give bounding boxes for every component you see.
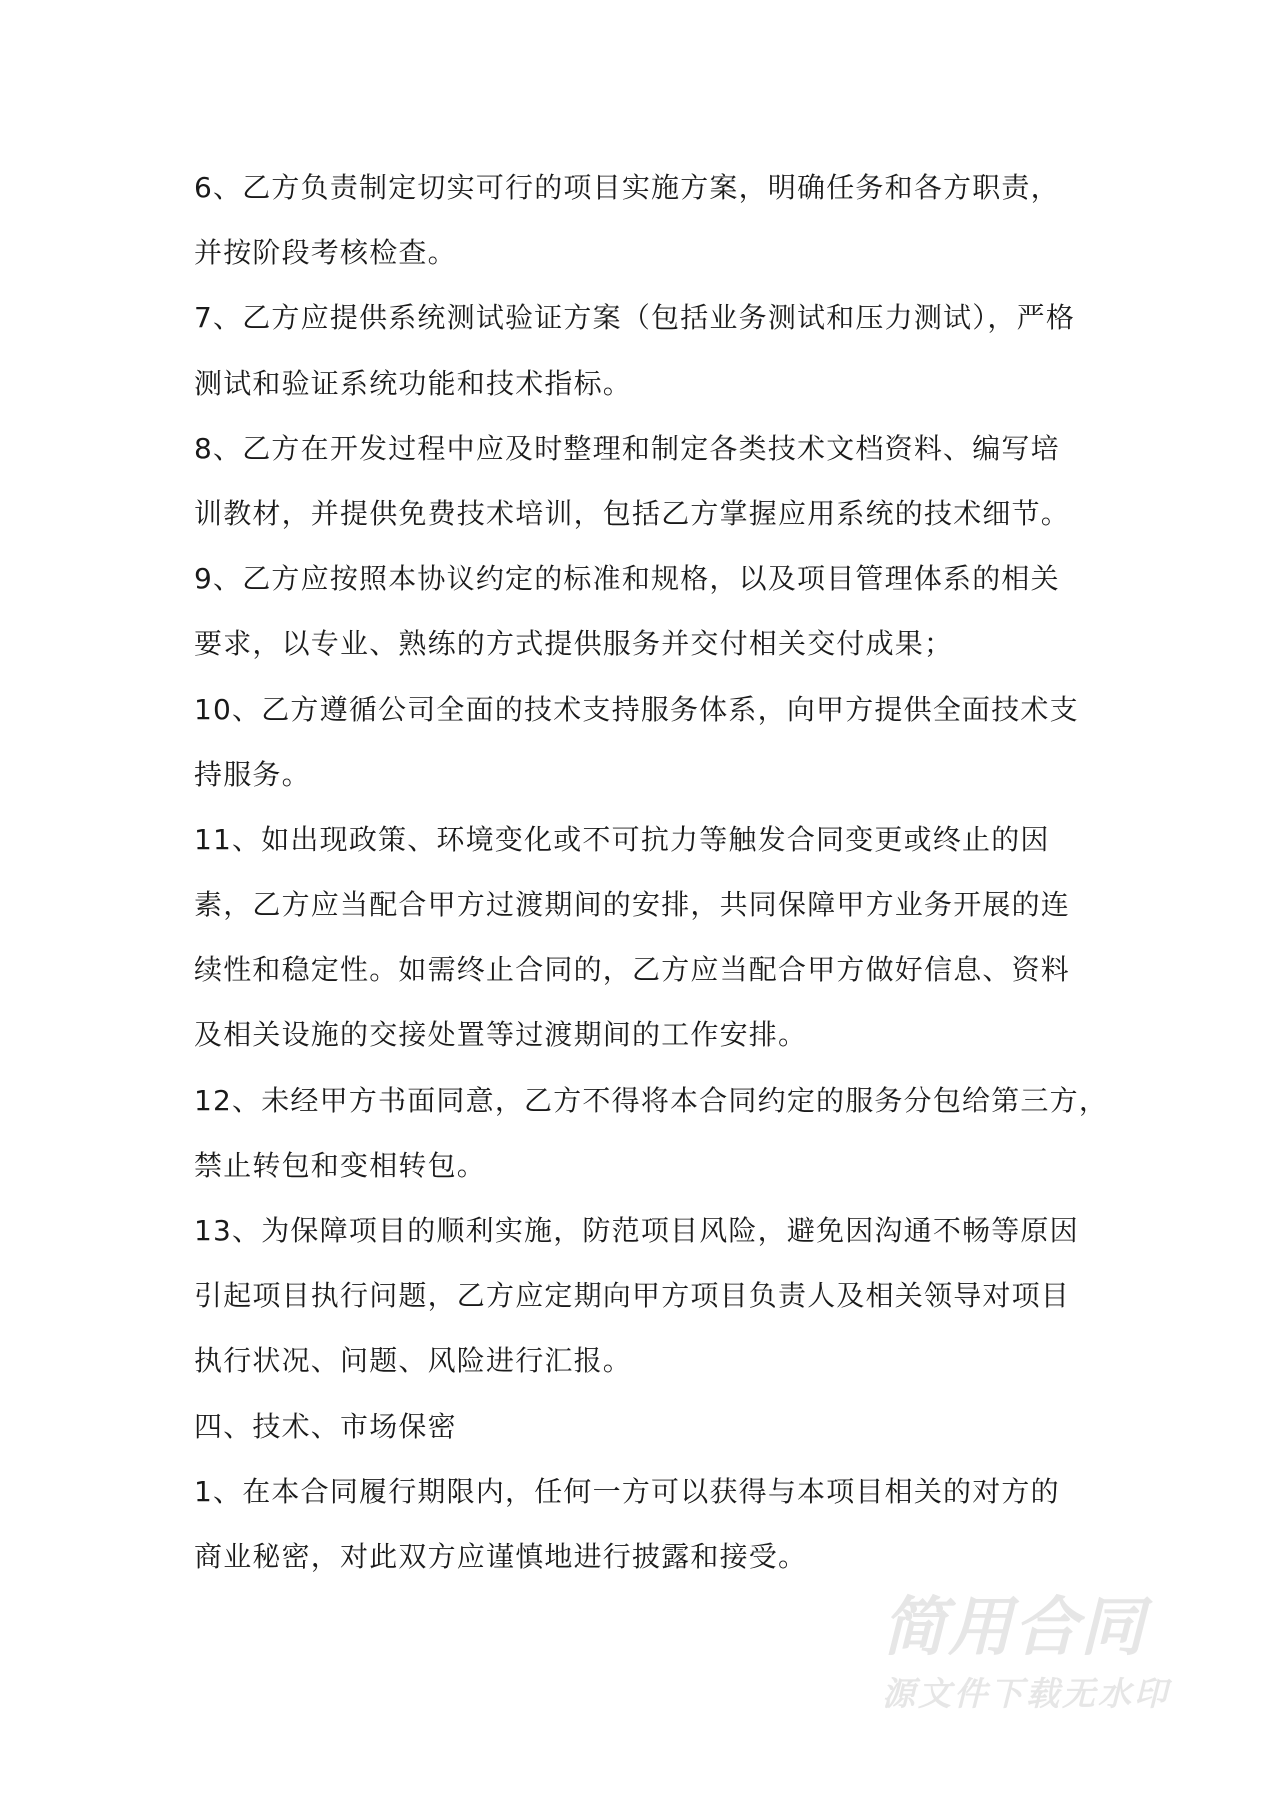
text-line: 8、乙方在开发过程中应及时整理和制定各类技术文档资料、编写培 [194, 431, 1060, 465]
text-line: 要求，以专业、熟练的方式提供服务并交付相关交付成果； [194, 627, 954, 661]
clause-11 [194, 807, 1094, 1068]
clause-10 [194, 677, 1094, 807]
watermark [882, 1590, 1212, 1722]
text-line: 11、如出现政策、环境变化或不可抗力等触发合同变更或终止的因 [194, 822, 1050, 856]
section-title: 四、技术、市场保密 [194, 1409, 457, 1443]
text-line: 7、乙方应提供系统测试验证方案（包括业务测试和压力测试），严格 [194, 301, 1076, 335]
text-line: 引起项目执行问题，乙方应定期向甲方项目负责人及相关领导对项目 [194, 1279, 1071, 1313]
text-line: 6、乙方负责制定切实可行的项目实施方案，明确任务和各方职责， [194, 171, 1060, 204]
text-line: 测试和验证系统功能和技术指标。 [194, 366, 633, 400]
text-line: 禁止转包和变相转包。 [194, 1148, 487, 1182]
clause-12 [194, 1068, 1109, 1198]
text-line: 执行状况、问题、风险进行汇报。 [194, 1344, 633, 1378]
text-line: 13、为保障项目的顺利实施，防范项目风险，避免因沟通不畅等原因 [194, 1214, 1079, 1247]
confidentiality-clause-1 [194, 1459, 1094, 1589]
watermark-subtitle: 源文件下载无水印 [882, 1674, 1170, 1713]
document-page [194, 155, 1109, 1589]
text-line: 10、乙方遵循公司全面的技术支持服务体系，向甲方提供全面技术支 [194, 692, 1079, 726]
text-line: 及相关设施的交接处置等过渡期间的工作安排。 [194, 1018, 808, 1052]
text-line: 9、乙方应按照本协议约定的标准和规格，以及项目管理体系的相关 [194, 562, 1060, 596]
text-line: 续性和稳定性。如需终止合同的，乙方应当配合甲方做好信息、资料 [194, 953, 1071, 987]
clause-6 [194, 155, 1094, 285]
text-line: 商业秘密，对此双方应谨慎地进行披露和接受。 [194, 1539, 808, 1573]
clause-7 [194, 285, 1094, 415]
clause-9 [194, 546, 1094, 676]
text-line: 持服务。 [194, 757, 311, 791]
text-line: 12、未经甲方书面同意，乙方不得将本合同约定的服务分包给第三方， [194, 1083, 1109, 1117]
text-line: 训教材，并提供免费技术培训，包括乙方掌握应用系统的技术细节。 [194, 496, 1071, 530]
text-line: 素，乙方应当配合甲方过渡期间的安排，共同保障甲方业务开展的连 [194, 888, 1071, 922]
clause-8 [194, 416, 1094, 546]
text-line: 1、在本合同履行期限内，任何一方可以获得与本项目相关的对方的 [194, 1474, 1060, 1508]
section-heading [194, 1394, 1094, 1459]
watermark-title: 简用合同 [882, 1591, 1146, 1665]
clause-13 [194, 1198, 1094, 1394]
text-line: 并按阶段考核检查。 [194, 236, 457, 270]
